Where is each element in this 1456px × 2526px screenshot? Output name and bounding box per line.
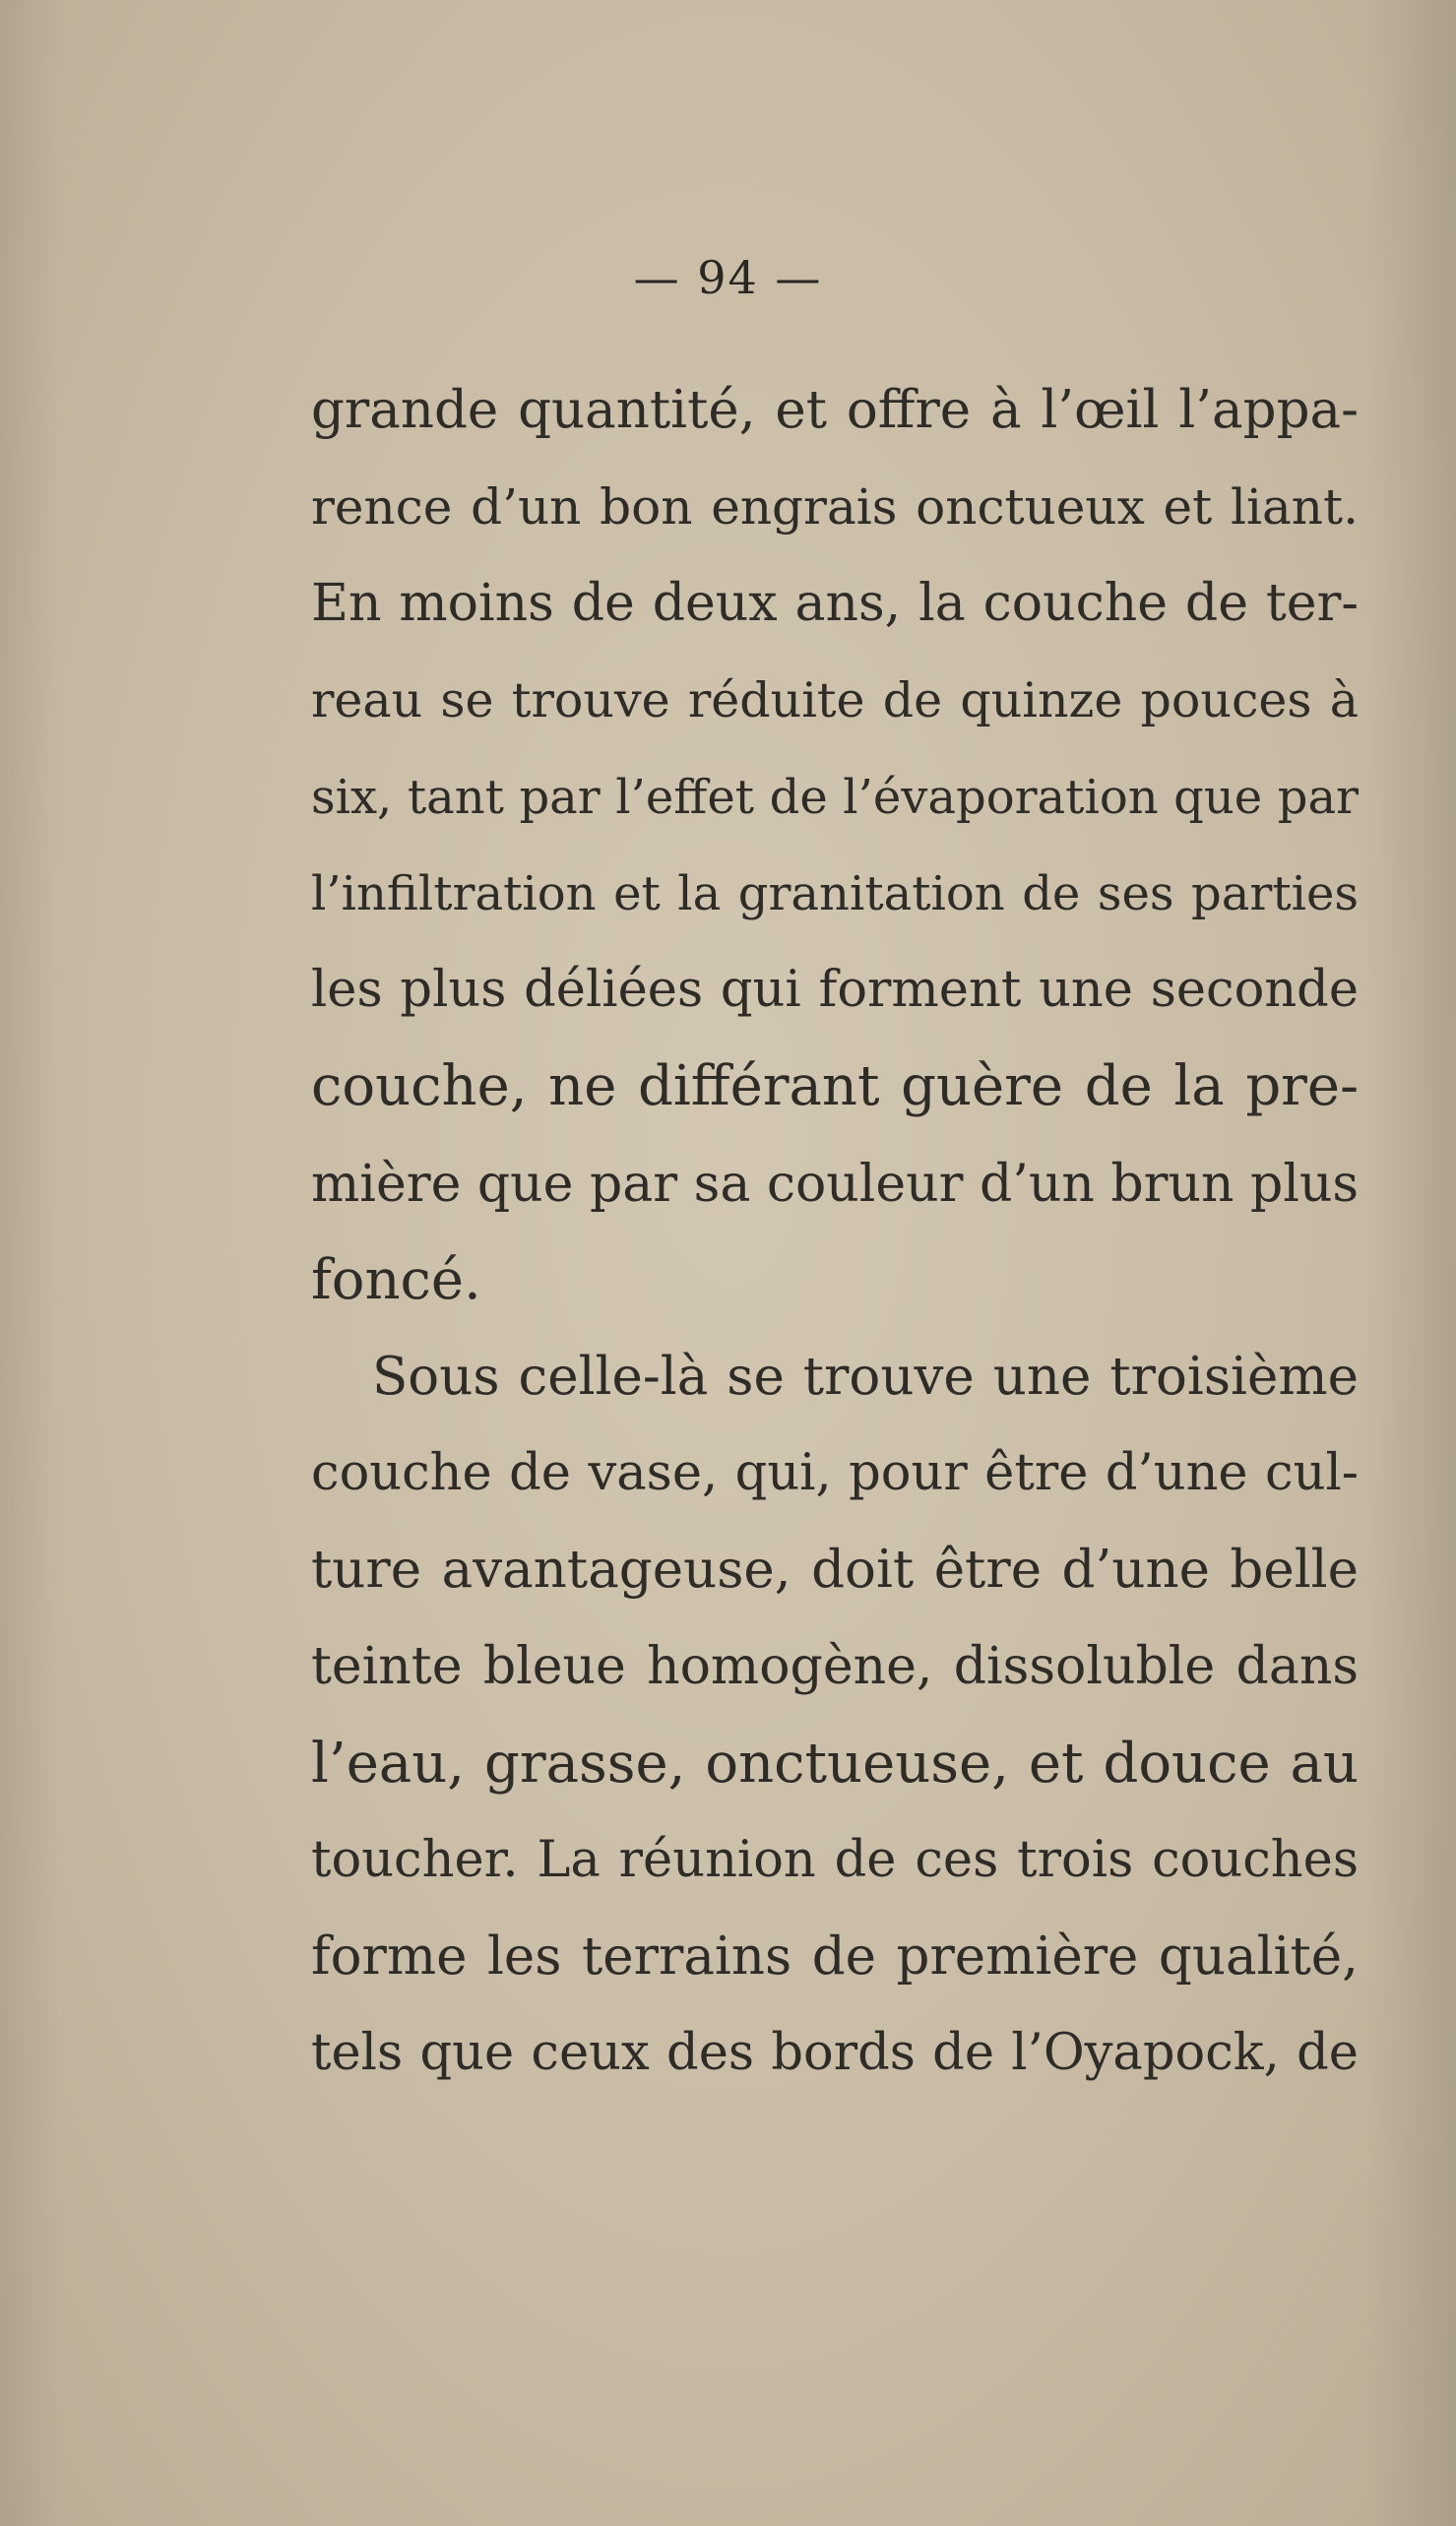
page-edge-shadow-left (0, 0, 59, 2526)
page-number: — 94 — (633, 251, 823, 304)
text-line: teinte bleue homogène, dissoluble dans (311, 1637, 1359, 1697)
text-line-paragraph-end: foncé. (311, 1247, 481, 1312)
page-edge-shadow-right (1367, 0, 1456, 2526)
text-line: les plus déliées qui forment une seconde (311, 961, 1359, 1020)
text-line: ture avantageuse, doit être d’une belle (311, 1540, 1359, 1601)
text-line: mière que par sa couleur d’un brun plus (311, 1154, 1360, 1214)
text-line: rence d’un bon engrais onctueux et liant. (311, 478, 1359, 537)
text-line: grande quantité, et offre à l’œil l’appa- (311, 380, 1359, 440)
body-text (311, 362, 1359, 2102)
text-line: reau se trouve réduite de quinze pouces à (311, 671, 1359, 728)
text-line: l’eau, grasse, onctueuse, et douce au (311, 1731, 1359, 1796)
text-line: l’infiltration et la granitation de ses parties (311, 865, 1359, 921)
text-line-paragraph-start: Sous celle-là se trouve une troisième (372, 1346, 1359, 1407)
text-line: six, tant par l’effet de l’évaporation que par (311, 769, 1359, 825)
text-line: couche, ne différant guère de la pre- (311, 1054, 1359, 1119)
text-line: forme les terrains de première qualité, (311, 1926, 1359, 1987)
text-line: En moins de deux ans, la couche de ter- (311, 574, 1359, 634)
text-line: tels que ceux des bords de l’Oyapock, de (311, 2024, 1359, 2083)
text-line: toucher. La réunion de ces trois couches (311, 1830, 1359, 1889)
text-line: couche de vase, qui, pour être d’une cul- (311, 1444, 1359, 1503)
